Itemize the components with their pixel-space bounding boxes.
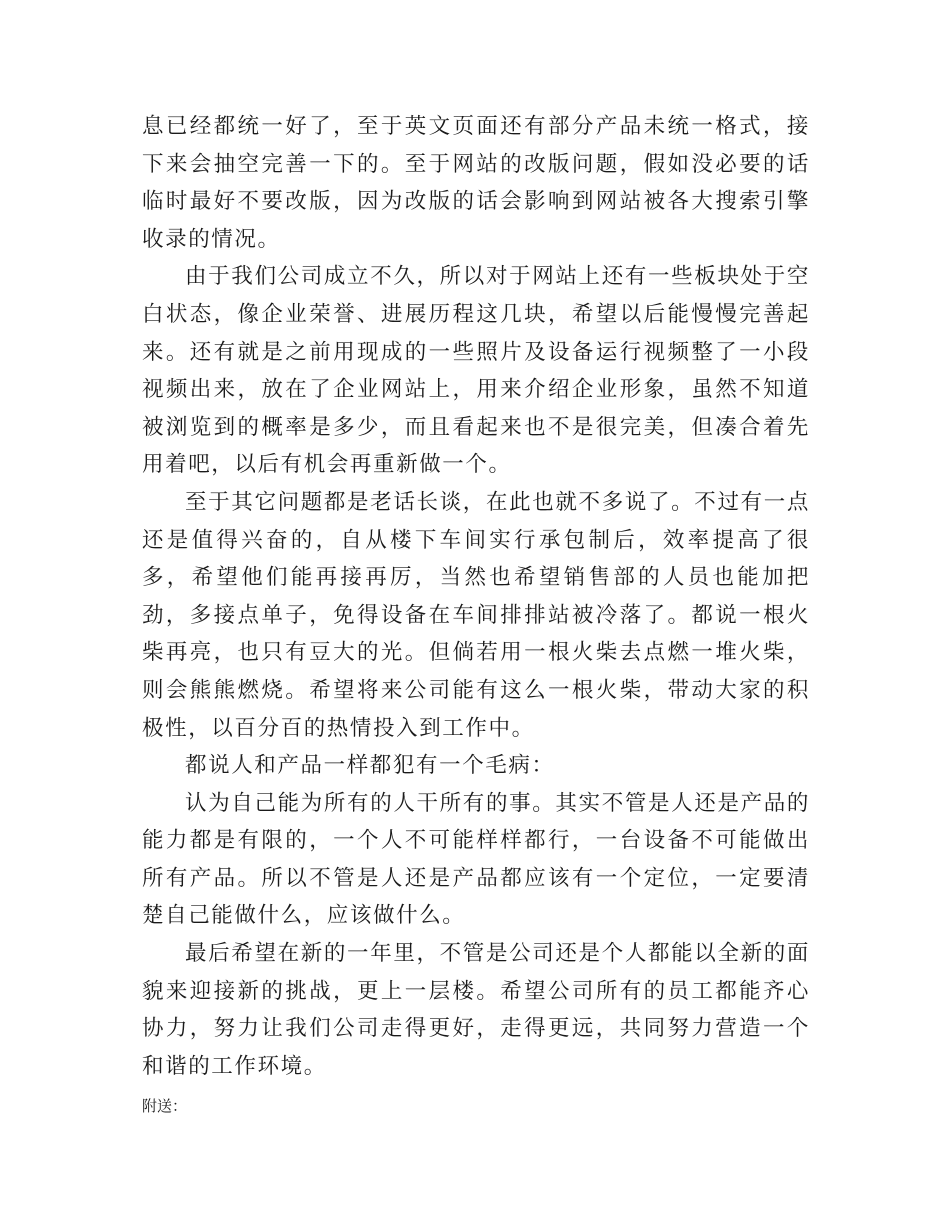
document-body xyxy=(142,108,810,1085)
paragraph-6: 最后希望在新的一年里，不管是公司还是个人都能以全新的面貌来迎接新的挑战，更上一层楼。希望公司所有的员工都能齐心协力，努力让我们公司走得更好，走得更远，共同努力营造一个和谐的工作环境。 xyxy=(142,941,810,1079)
paragraph-5: 认为自己能为所有的人干所有的事。其实不管是人还是产品的能力都是有限的，一个人不可能样样都行，一台设备不可能做出所有产品。所以不管是人还是产品都应该有一个定位，一定要清楚自己能做什么，应该做什么。 xyxy=(142,790,810,929)
paragraph-1: 息已经都统一好了，至于英文页面还有部分产品未统一格式，接下来会抽空完善一下的。至于网站的改版问题，假如没必要的话临时最好不要改版，因为改版的话会影响到网站被各大搜索引擎收录的情况。 xyxy=(142,114,810,252)
appendix-label: 附送： xyxy=(142,1097,188,1115)
paragraph-4: 都说人和产品一样都犯有一个毛病： xyxy=(185,753,555,779)
paragraph-2: 由于我们公司成立不久，所以对于网站上还有一些板块处于空白状态，像企业荣誉、进展历程这几块，希望以后能慢慢完善起来。还有就是之前用现成的一些照片及设备运行视频整了一小段视频出来，放在了企业网站上，用来介绍企业形象，虽然不知道被浏览到的概率是多少，而且看起来也不是很完美，但凑合着先用着吧，以后有机会再重新做一个。 xyxy=(142,264,810,478)
paragraph-3: 至于其它问题都是老话长谈，在此也就不多说了。不过有一点还是值得兴奋的，自从楼下车间实行承包制后，效率提高了很多，希望他们能再接再厉，当然也希望销售部的人员也能加把劲，多接点单子，免得设备在车间排排站被冷落了。都说一根火柴再亮，也只有豆大的光。但倘若用一根火柴去点燃一堆火柴，则会熊熊燃烧。希望将来公司能有这么一根火柴，带动大家的积极性，以百分百的热情投入到工作中。 xyxy=(142,489,810,741)
